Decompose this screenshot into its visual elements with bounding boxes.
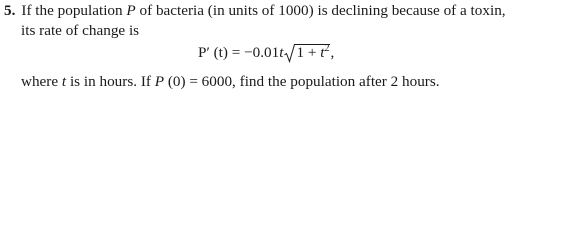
problem-text-line-1 — [4, 2, 506, 20]
equation-lhs: P′ (t) = −0.01 — [198, 44, 280, 61]
exponent: 2 — [324, 42, 330, 54]
problem-number: 5. — [4, 2, 16, 19]
text-fragment: If the population — [21, 2, 123, 19]
variable-P: P — [126, 2, 136, 19]
text-fragment: where — [21, 73, 59, 90]
text-fragment: (0) = 6000, find the population after 2 hours. — [167, 73, 440, 90]
problem-5 — [0, 0, 566, 112]
variable-t: t — [61, 73, 67, 90]
variable-P: P — [154, 73, 165, 90]
radicand — [294, 44, 330, 61]
variable-t: t — [279, 44, 284, 61]
radical-sign-icon — [284, 44, 295, 64]
variable-t: t — [320, 44, 325, 61]
problem-text-line-4 — [21, 73, 440, 91]
radicand-text: 1 + — [296, 44, 321, 61]
square-root — [284, 44, 330, 62]
equation-suffix: , — [330, 44, 335, 61]
text-fragment: is in hours. If — [69, 73, 151, 90]
text-fragment: of bacteria (in units of 1000) is declining because of a toxin, — [139, 2, 506, 19]
rate-equation — [198, 44, 334, 62]
problem-text-line-2: its rate of change is — [21, 22, 140, 39]
